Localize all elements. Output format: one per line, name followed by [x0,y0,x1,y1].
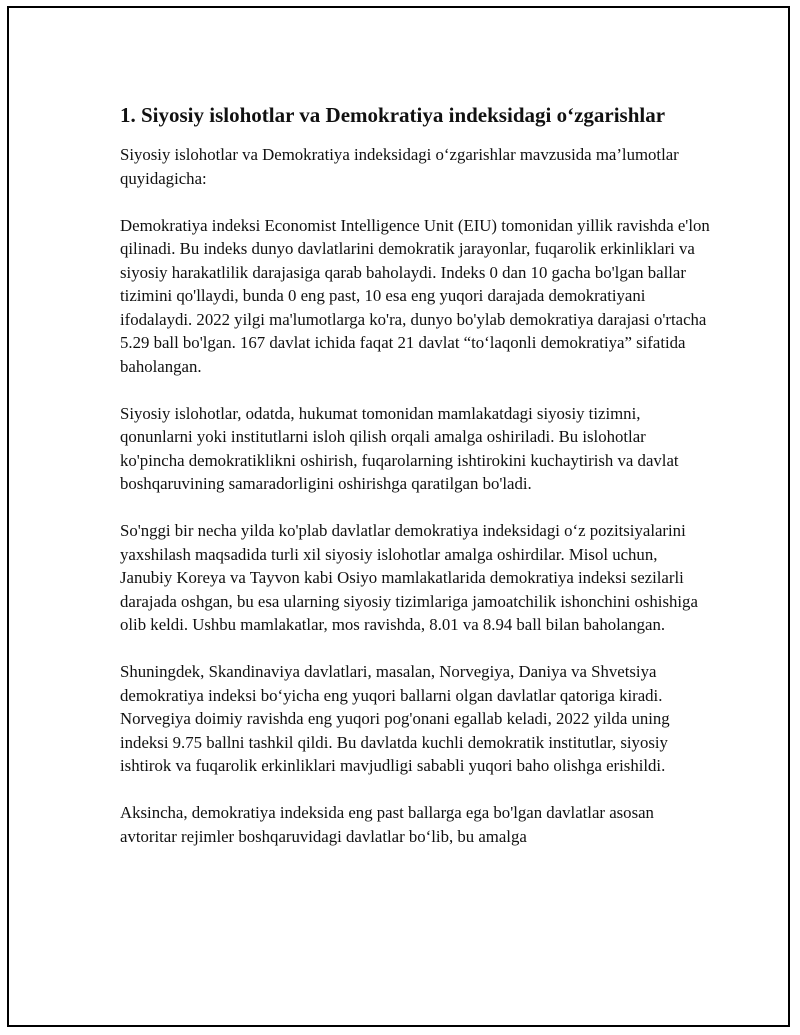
section-title: 1. Siyosiy islohotlar va Demokratiya indeksidagi o‘zgarishlar [120,103,666,127]
paragraph-authoritarian: Aksincha, demokratiya indeksida eng past ballarga ega bo'lgan davlatlar asosan avtoritar rejimler boshqaruvidagi davlatlar bo‘lib, bu amalga [120,803,654,846]
paragraph-political-reforms: Siyosiy islohotlar, odatda, hukumat tomonidan mamlakatdagi siyosiy tizimni, qonunlarni yoki institutlarni isloh qilish orqali amalga oshiriladi. Bu islohotlar ko'pincha demokratiklikni oshirish, fuqarolarning ishtirokini kuchaytirish va davlat boshqaruvining samaradorligini oshirishga qaratilgan bo'ladi. [120,403,679,493]
paragraph-scandinavia: Shuningdek, Skandinaviya davlatlari, masalan, Norvegiya, Daniya va Shvetsiya demokratiya indeksi bo‘yicha eng yuqori ballarni olgan davlatlar qatoriga kiradi. Norvegiya doimiy ravishda eng yuqori pog'onani egallab keladi, 2022 yilda uning indeksi 9.75 ballni tashkil qildi. Bu davlatda kuchli demokratik institutlar, siyosiy ishtirok va fuqarolik erkinliklari mavjudligi sababli yuqori baho olishga erishildi. [120,662,670,775]
intro-paragraph: Siyosiy islohotlar va Demokratiya indeksidagi o‘zgarishlar mavzusida ma’lumotlar quyidagicha: [120,145,679,188]
paragraph-asian-countries: So'nggi bir necha yilda ko'plab davlatlar demokratiya indeksidagi o‘z pozitsiyalarini yaxshilash maqsadida turli xil siyosiy islohotlar amalga oshirdilar. Misol uchun, Janubiy Koreya va Tayvon kabi Osiyo mamlakatlarida demokratiya indeksi sezilarli darajada oshgan, bu esa ularning siyosiy tizimlariga jamoatchilik ishonchini oshishiga olib keldi. Ushbu mamlakatlar, mos ravishda, 8.01 va 8.94 ball bilan baholangan. [120,521,698,634]
document-body [120,100,710,848]
paragraph-eiu-index: Demokratiya indeksi Economist Intelligence Unit (EIU) tomonidan yillik ravishda e'lon qilinadi. Bu indeks dunyo davlatlarini demokratik jarayonlar, fuqarolik erkinliklari va siyosiy harakatlilik darajasiga qarab baholaydi. Indeks 0 dan 10 gacha bo'lgan ballar tizimini qo'llaydi, bunda 0 eng past, 10 esa eng yuqori darajada demokratiyani ifodalaydi. 2022 yilgi ma'lumotlarga ko'ra, dunyo bo'ylab demokratiya darajasi o'rtacha 5.29 ball bo'lgan. 167 davlat ichida faqat 21 davlat “to‘laqonli demokratiya” sifatida baholangan. [120,215,710,376]
page-frame [7,6,790,1027]
